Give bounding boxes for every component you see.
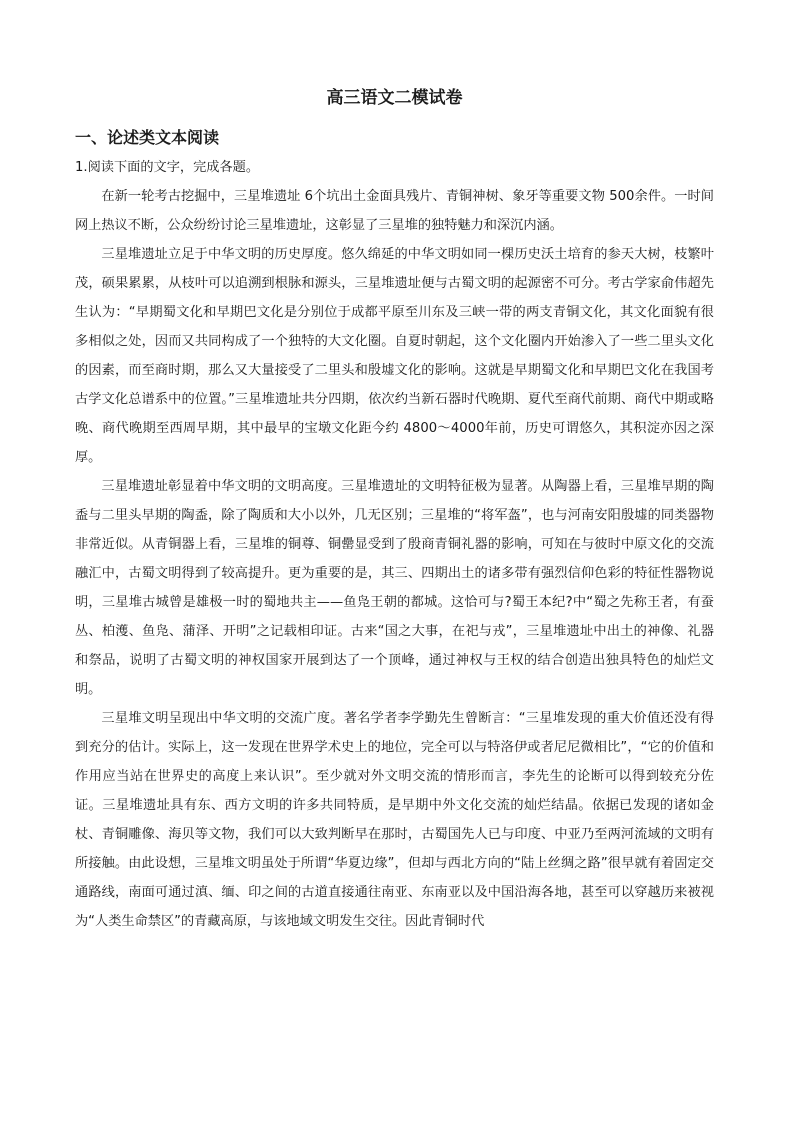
- question-intro: 1.阅读下面的文字，完成各题。: [75, 160, 260, 175]
- paragraph-1: 在新一轮考古挖掘中，三星堆遗址 6个坑出土金面具残片、青铜神树、象牙等重要文物 500余件。一时间网上热议不断，公众纷纷讨论三星堆遗址，这彰显了三星堆的独特魅力和深沉内涵。: [75, 189, 714, 233]
- paragraph-4: 三星堆文明呈现出中华文明的交流广度。著名学者李学勤先生曾断言：“三星堆发现的重大价值还没有得到充分的估计。实际上，这一发现在世界学术史上的地位，完全可以与特洛伊或者尼尼微相比”，“它的价值和作用应当站在世界史的高度上来认识”。至少就对外文明交流的情形而言，李先生的论断可以得到较充分佐证。三星堆遗址具有东、西方文明的许多共同特质，是早期中外文化交流的灿烂结晶。依据已发现的诸如金杖、青铜雕像、海贝等文物，我们可以大致判断早在那时，古蜀国先人已与印度、中亚乃至两河流域的文明有所接触。由此设想，三星堆文明虽处于所谓“华夏边缘”，但却与西北方向的“陆上丝绸之路”很早就有着固定交通路线，南面可通过滇、缅、印之间的古道直接通往南亚、东南亚以及中国沿海各地，甚至可以穿越历来被视为“人类生命禁区”的青藏高原，与该地域文明发生交往。因此青铜时代: [75, 711, 714, 929]
- paragraph-2: 三星堆遗址立足于中华文明的历史厚度。悠久绵延的中华文明如同一棵历史沃土培育的参天大树，枝繁叶茂，硕果累累，从枝叶可以追溯到根脉和源头，三星堆遗址便与古蜀文明的起源密不可分。考古学家俞伟超先生认为：“早期蜀文化和早期巴文化是分别位于成都平原至川东及三峡一带的两支青铜文化，其文化面貌有很多相似之处，因而又共同构成了一个独特的大文化圈。自夏时朝起，这个文化圈内开始渗入了一些二里头文化的因素，而至商时期，那么又大量接受了二里头和殷墟文化的影响。这就是早期蜀文化和早期巴文化在我国考古学文化总谱系中的位置。”三星堆遗址共分四期，依次约当新石器时代晚期、夏代至商代前期、商代中期或略晚、商代晚期至西周早期，其中最早的宝墩文化距今约 4800～4000年前，历史可谓悠久，其积淀亦因之深厚。: [75, 247, 714, 465]
- document-title: 高三语文二模试卷: [326, 88, 463, 108]
- section-heading: 一、论述类文本阅读: [75, 128, 220, 147]
- paragraph-3: 三星堆遗址彰显着中华文明的文明高度。三星堆遗址的文明特征极为显著。从陶器上看，三星堆早期的陶盉与二里头早期的陶盉，除了陶质和大小以外，几无区别；三星堆的“将军盔”，也与河南安阳殷墟的同类器物非常近似。从青铜器上看，三星堆的铜尊、铜罍显受到了殷商青铜礼器的影响，可知在与彼时中原文化的交流融汇中，古蜀文明得到了较高提升。更为重要的是，其三、四期出土的诸多带有强烈信仰色彩的特征性器物说明，三星堆古城曾是雄极一时的蜀地共主——鱼凫王朝的都城。这恰可与?蜀王本纪?中“蜀之先称王者，有蚕丛、柏濩、鱼凫、蒲泽、开明”之记载相印证。古来“国之大事，在祀与戎”，三星堆遗址中出土的神像、礼器和祭品，说明了古蜀文明的神权国家开展到达了一个顶峰，通过神权与王权的结合创造出独具特色的灿烂文明。: [75, 479, 714, 697]
